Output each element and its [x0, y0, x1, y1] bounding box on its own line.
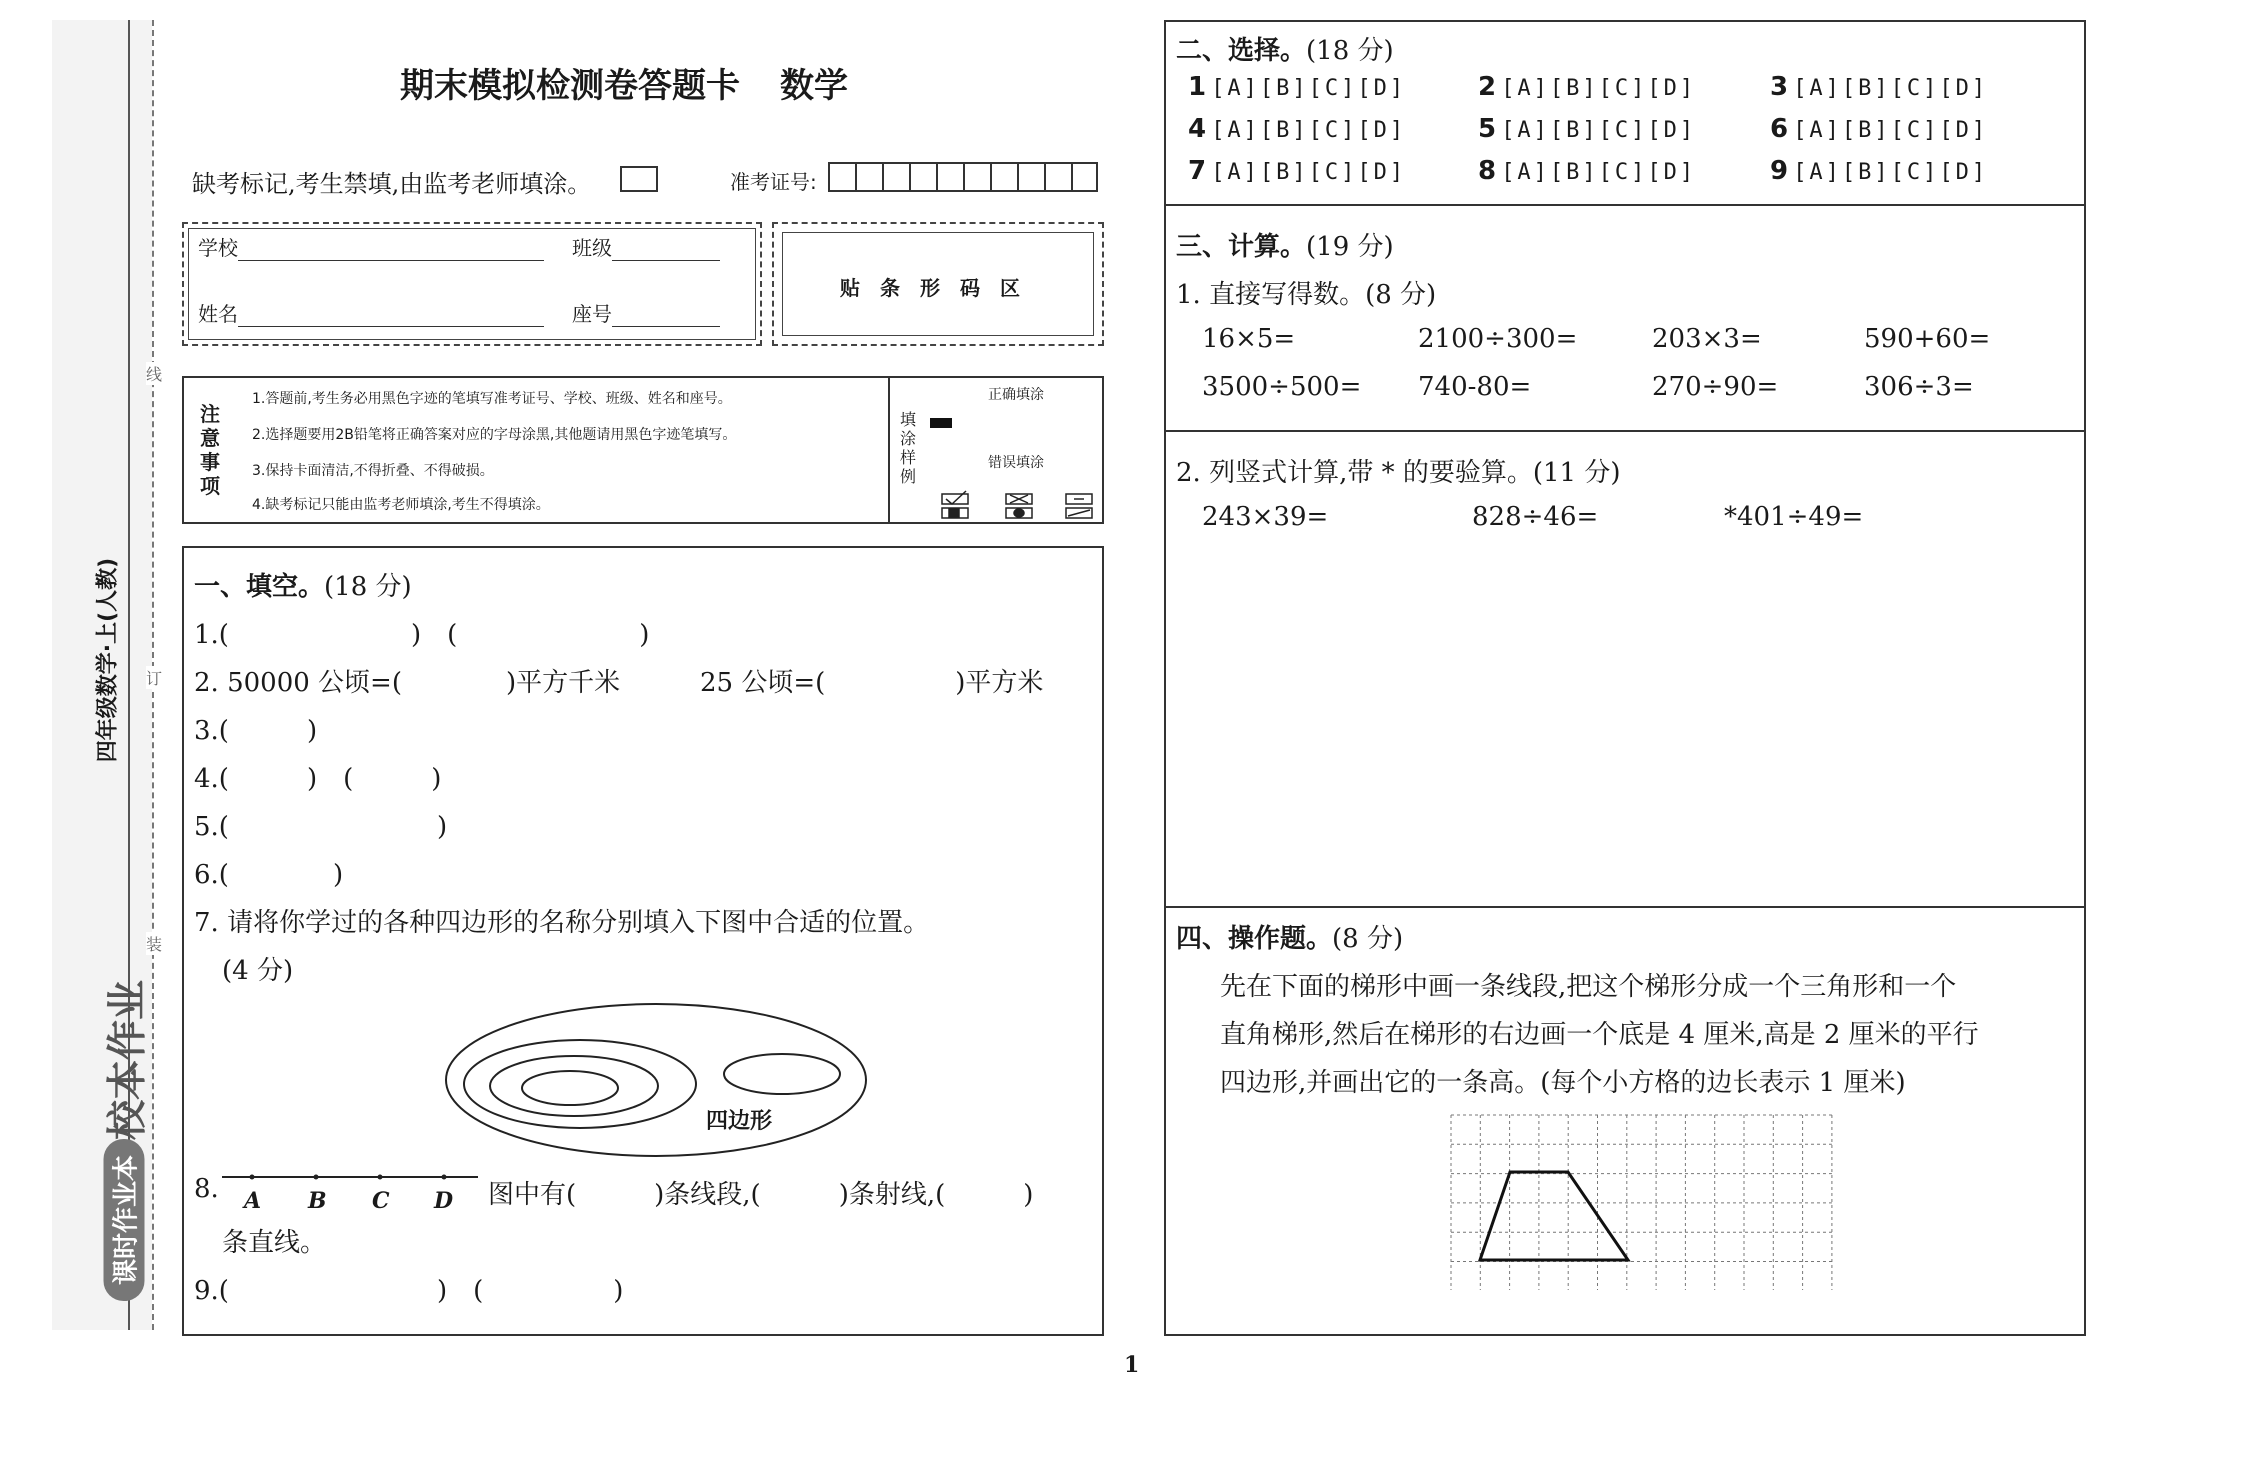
fill-q6[interactable]: 6.( ) — [194, 860, 344, 890]
fill-q5[interactable]: 5.( ) — [194, 812, 448, 842]
operation-line-2: 直角梯形,然后在梯形的右边画一个底是 4 厘米,高是 2 厘米的平行 — [1220, 1020, 1979, 1050]
point-d-label: D — [434, 1188, 454, 1214]
vertical-calc-3[interactable]: *401÷49= — [1724, 502, 1864, 532]
fill-q4[interactable]: 4.( ) ( ) — [194, 764, 442, 794]
page-number: 1 — [1124, 1352, 1140, 1378]
vertical-calc-1[interactable]: 243×39= — [1202, 502, 1329, 532]
trapezoid-grid[interactable] — [1450, 1114, 1840, 1290]
fill-q7-score: (4 分) — [222, 956, 294, 986]
choice-options[interactable]: [A][B][C][D] — [1211, 118, 1407, 143]
spine-grade-label: 四年级数学·上(人教) — [95, 557, 121, 763]
fill-q8-text2: 条直线。 — [222, 1228, 327, 1258]
calc-divider — [1164, 430, 2086, 432]
name-field[interactable]: 姓名 — [198, 298, 544, 327]
calc-part1-title: 1. 直接写得数。(8 分) — [1176, 280, 1437, 310]
choice-q4[interactable]: 4 [A][B][C][D] — [1188, 114, 1407, 144]
quadrilateral-venn-diagram[interactable] — [440, 1000, 876, 1164]
choice-q9[interactable]: 9 [A][B][C][D] — [1770, 156, 1989, 186]
point-b-label: B — [308, 1188, 327, 1214]
venn-parallelogram — [464, 1040, 696, 1128]
choice-options[interactable]: [A][B][C][D] — [1211, 76, 1407, 101]
direct-calc-1[interactable]: 16×5= — [1202, 324, 1296, 354]
fill-q8-number: 8. — [194, 1174, 219, 1204]
trapezoid-shape — [1480, 1172, 1628, 1260]
page-title — [400, 58, 848, 107]
venn-trapezoid — [724, 1054, 840, 1094]
spine-brand-title: 校本作业 — [104, 980, 151, 1140]
section1-title: 一、填空。(18 分) — [194, 572, 412, 602]
section3-title: 三、计算。(19 分) — [1176, 232, 1394, 262]
choice-options[interactable]: [A][B][C][D] — [1211, 160, 1407, 185]
section2-title: 二、选择。(18 分) — [1176, 36, 1394, 66]
choice-q1[interactable]: 1 [A][B][C][D] — [1188, 72, 1407, 102]
fill-q9[interactable]: 9.( ) ( ) — [194, 1276, 624, 1306]
direct-calc-6[interactable]: 740-80= — [1418, 372, 1532, 402]
direct-calc-2[interactable]: 2100÷300= — [1418, 324, 1578, 354]
cut-mark-ding: 订 — [146, 666, 162, 689]
subject-text: 数学 — [780, 66, 848, 106]
direct-calc-7[interactable]: 270÷90= — [1652, 372, 1779, 402]
direct-calc-3[interactable]: 203×3= — [1652, 324, 1762, 354]
vertical-calc-work-area[interactable] — [1170, 548, 2080, 900]
absent-mark-text: 缺考标记,考生禁填,由监考老师填涂。 — [192, 170, 592, 198]
choice-options[interactable]: [A][B][C][D] — [1793, 160, 1989, 185]
fill-q2-a[interactable]: 2. 50000 公顷=( )平方千米 — [194, 668, 621, 698]
cut-mark-zhuang: 装 — [146, 932, 162, 955]
cut-mark-xian: 线 — [146, 362, 162, 385]
wrong-fill-examples — [940, 490, 1100, 520]
vertical-calc-2[interactable]: 828÷46= — [1472, 502, 1599, 532]
notice-item-1: 1.答题前,考生务必用黑色字迹的笔填写准考证号、学校、班级、姓名和座号。 — [252, 391, 732, 407]
fill-q8-text[interactable]: 图中有( )条线段,( )条射线,( ) — [488, 1180, 1034, 1210]
direct-calc-4[interactable]: 590+60= — [1864, 324, 1991, 354]
section4-title: 四、操作题。(8 分) — [1176, 924, 1404, 954]
direct-calc-8[interactable]: 306÷3= — [1864, 372, 1974, 402]
venn-square — [522, 1071, 618, 1105]
choice-options[interactable]: [A][B][C][D] — [1501, 118, 1697, 143]
choice-options[interactable]: [A][B][C][D] — [1501, 160, 1697, 185]
seat-field[interactable]: 座号 — [572, 298, 720, 327]
school-field[interactable]: 学校 — [198, 232, 544, 261]
choice-q7[interactable]: 7 [A][B][C][D] — [1188, 156, 1407, 186]
choice-q2[interactable]: 2 [A][B][C][D] — [1478, 72, 1697, 102]
choice-q3[interactable]: 3 [A][B][C][D] — [1770, 72, 1989, 102]
segment-abcd-figure — [220, 1168, 482, 1188]
venn-rectangle — [490, 1056, 658, 1116]
point-a-label: A — [244, 1188, 262, 1214]
fill-q2-b[interactable]: 25 公顷=( )平方米 — [700, 668, 1044, 698]
spine-brand-badge: 课时作业本 — [104, 1139, 145, 1301]
direct-calc-5[interactable]: 3500÷500= — [1202, 372, 1362, 402]
notice-divider — [888, 376, 890, 524]
sample-label: 填涂样例 — [900, 410, 917, 486]
choice-q8[interactable]: 8 [A][B][C][D] — [1478, 156, 1697, 186]
fill-q7: 7. 请将你学过的各种四边形的名称分别填入下图中合适的位置。 — [194, 908, 930, 938]
choice-q5[interactable]: 5 [A][B][C][D] — [1478, 114, 1697, 144]
barcode-label: 贴 条 形 码 区 — [840, 276, 1020, 300]
calc-part2-title: 2. 列竖式计算,带 * 的要验算。(11 分) — [1176, 458, 1621, 488]
operation-line-3: 四边形,并画出它的一条高。(每个小方格的边长表示 1 厘米) — [1220, 1068, 1906, 1098]
notice-item-2: 2.选择题要用2B铅笔将正确答案对应的字母涂黑,其他题请用黑色字迹笔填写。 — [252, 427, 737, 443]
class-field[interactable]: 班级 — [572, 232, 720, 261]
notice-title: 注意事项 — [200, 402, 220, 498]
choice-options[interactable]: [A][B][C][D] — [1793, 76, 1989, 101]
wrong-fill-partial — [1066, 494, 1092, 518]
wrong-fill-cross — [1006, 494, 1032, 518]
wrong-fill-label: 错误填涂 — [988, 455, 1044, 471]
choice-options[interactable]: [A][B][C][D] — [1793, 118, 1989, 143]
title-text: 期末模拟检测卷答题卡 — [400, 66, 740, 106]
fill-q1[interactable]: 1.( ) ( ) — [194, 620, 650, 650]
absent-mark-box[interactable] — [620, 166, 658, 192]
operation-line-1: 先在下面的梯形中画一条线段,把这个梯形分成一个三角形和一个 — [1220, 972, 1957, 1002]
notice-item-3: 3.保持卡面清洁,不得折叠、不得破损。 — [252, 463, 494, 479]
wrong-fill-check — [942, 491, 968, 518]
choice-q6[interactable]: 6 [A][B][C][D] — [1770, 114, 1989, 144]
correct-fill-label: 正确填涂 — [988, 387, 1044, 403]
point-c-label: C — [372, 1188, 390, 1214]
choice-options[interactable]: [A][B][C][D] — [1501, 76, 1697, 101]
exam-id-label: 准考证号: — [730, 170, 817, 194]
exam-id-grid[interactable] — [828, 162, 1098, 192]
notice-item-4: 4.缺考标记只能由监考老师填涂,考生不得填涂。 — [252, 497, 550, 513]
venn-label: 四边形 — [706, 1109, 773, 1134]
fill-q3[interactable]: 3.( ) — [194, 716, 318, 746]
correct-fill-mark — [930, 418, 952, 428]
